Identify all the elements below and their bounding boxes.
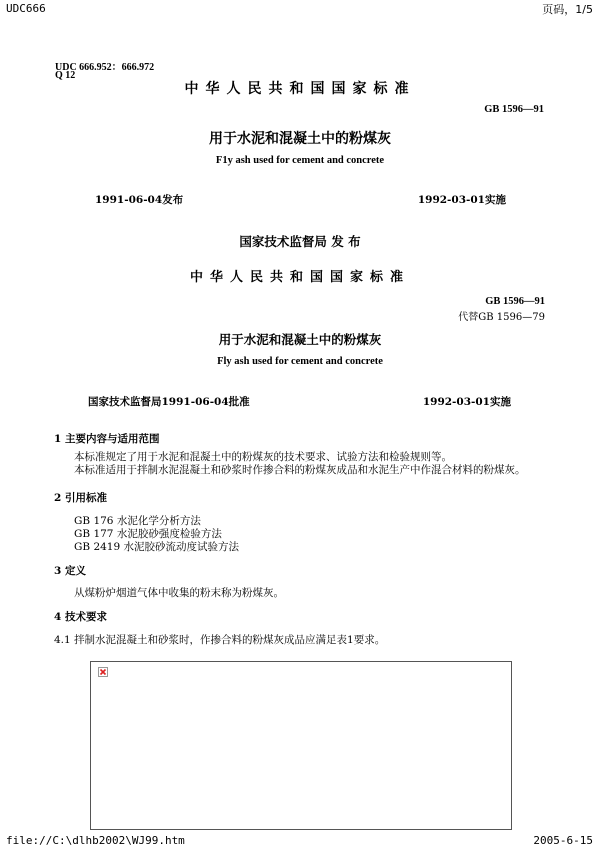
cover-standard-code: GB 1596—91 — [484, 104, 544, 115]
cover-implementation-date: 1992-03-01实施 — [417, 194, 506, 206]
table-1-image-placeholder — [90, 661, 512, 830]
referenced-standard: GB 176 水泥化学分析方法 — [74, 515, 201, 527]
clause-4-1-text: 4.1 拌制水泥混凝土和砂浆时，作掺合料的粉煤灰成品应满足表1要求。 — [54, 634, 386, 646]
national-standard-heading: 中华人民共和国国家标准 — [189, 270, 410, 285]
section-4-heading: 4 技术要求 — [54, 611, 107, 623]
cover-national-standard-heading: 中华人民共和国国家标准 — [184, 81, 416, 97]
print-footer-date: 2005-6-15 — [533, 834, 593, 847]
section-2-heading: 2 引用标准 — [54, 492, 107, 504]
cover-issue-date: 1991-06-04发布 — [95, 194, 184, 206]
cover-issuer: 国家技术监督局 发 布 — [239, 234, 361, 249]
udc-number: UDC 666.952：666.972 — [55, 62, 155, 73]
section-1-line: 本标准规定了用于水泥和混凝土中的粉煤灰的技术要求、试验方法和检验规则等。 — [74, 451, 452, 463]
print-header-page-number: 页码，1/5 — [542, 3, 593, 16]
print-footer-file-path: file://C:\dlhb2002\WJ99.htm — [6, 834, 185, 847]
broken-image-icon — [98, 667, 108, 677]
title-cn: 用于水泥和混凝土中的粉煤灰 — [218, 332, 382, 347]
cover-title-en: F1y ash used for cement and concrete — [215, 155, 385, 166]
definition-text: 从煤粉炉烟道气体中收集的粉末称为粉煤灰。 — [74, 587, 284, 599]
classification-code: Q 12 — [55, 70, 76, 81]
referenced-standard: GB 177 水泥胶砂强度检验方法 — [74, 528, 222, 540]
section-3-heading: 3 定义 — [54, 565, 86, 577]
replaces-standard: 代替GB 1596—79 — [458, 312, 545, 323]
title-en: Fly ash used for cement and concrete — [217, 356, 383, 367]
standard-code: GB 1596—91 — [485, 296, 545, 307]
approval-line: 国家技术监督局1991-06-04批准 — [88, 396, 250, 408]
print-header-left: UDC666 — [6, 2, 46, 15]
section-1-heading: 1 主要内容与适用范围 — [54, 433, 160, 445]
implementation-date: 1992-03-01实施 — [422, 396, 511, 408]
section-1-line: 本标准适用于拌制水泥混凝土和砂浆时作掺合料的粉煤灰成品和水泥生产中作混合材料的粉煤灰。 — [74, 464, 526, 476]
referenced-standard: GB 2419 水泥胶砂流动度试验方法 — [74, 541, 240, 553]
cover-title-cn: 用于水泥和混凝土中的粉煤灰 — [209, 131, 391, 147]
